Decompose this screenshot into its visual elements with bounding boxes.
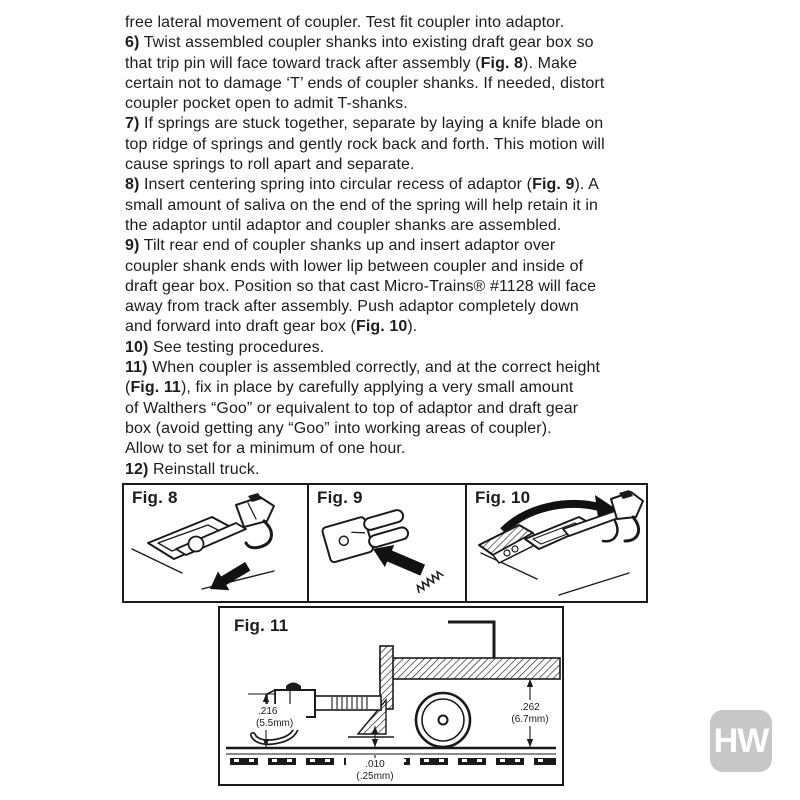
text-line: (Fig. 11), fix in place by carefully applying a very small amount	[125, 379, 574, 397]
text-line: 8) Insert centering spring into circular recess of adaptor (Fig. 9). A	[125, 176, 599, 194]
text-line: small amount of saliva on the end of the spring will help retain it in	[125, 196, 599, 214]
fig11-wheel	[416, 693, 470, 747]
text-line: free lateral movement of coupler. Test fit coupler into adaptor.	[125, 14, 565, 31]
text-line: away from track after assembly. Push adaptor completely down	[125, 298, 579, 316]
dim-trip-pin-clearance-mm: (.25mm)	[356, 771, 394, 782]
text-line: 9) Tilt rear end of coupler shanks up and insert adaptor over	[125, 237, 556, 255]
figure-panel-8	[122, 483, 309, 603]
text-line: coupler shank ends with lower lip between coupler and inside of	[125, 257, 584, 275]
fig11-rail	[226, 748, 556, 754]
text-line: coupler pocket open to admit T-shanks.	[125, 95, 408, 113]
text-line: and forward into draft gear box (Fig. 10).	[125, 318, 418, 336]
text-line: that trip pin will face toward track after assembly (Fig. 8). Make	[125, 54, 578, 72]
text-line: draft gear box. Position so that cast Micro-Trains® #1128 will face	[125, 277, 597, 295]
fig11-label: Fig. 11	[234, 616, 289, 635]
fig11-dim-body-height	[506, 679, 554, 747]
figure-panel-11	[218, 606, 564, 786]
instruction-text	[125, 13, 685, 480]
figure-row	[122, 483, 648, 603]
text-line: Allow to set for a minimum of one hour.	[125, 440, 406, 458]
text-line: box (avoid getting any “Goo” into working areas of coupler).	[125, 419, 552, 437]
dim-coupler-height-in: .216	[258, 706, 278, 717]
text-line: the adaptor until adaptor and coupler shanks are assembled.	[125, 216, 562, 234]
text-line: 7) If springs are stuck together, separate by laying a knife blade on	[125, 115, 604, 133]
text-line: cause springs to roll apart and separate.	[125, 156, 415, 174]
text-line: 6) Twist assembled coupler shanks into existing draft gear box so	[125, 34, 594, 52]
text-line: certain not to damage ‘T’ ends of coupler shanks. If needed, distort	[125, 74, 605, 92]
text-line: 12) Reinstall truck.	[125, 460, 260, 478]
text-line: top ridge of springs and gently rock back and forth. This motion will	[125, 135, 605, 153]
fig9-label: Fig. 9	[317, 488, 363, 507]
text-line: 10) See testing procedures.	[125, 338, 325, 356]
text-line: 11) When coupler is assembled correctly, and at the correct height	[125, 359, 600, 377]
dim-body-height-in: .262	[520, 702, 540, 713]
figure-panel-9	[307, 483, 467, 603]
text-line: of Walthers “Goo” or equivalent to top of adaptor and draft gear	[125, 399, 579, 417]
fig8-label: Fig. 8	[132, 488, 178, 507]
dim-body-height-mm: (6.7mm)	[511, 714, 549, 725]
figure-panel-10	[465, 483, 648, 603]
dim-trip-pin-clearance-in: .010	[365, 759, 385, 770]
dim-coupler-height-mm: (5.5mm)	[256, 718, 294, 729]
hw-watermark-badge: HW	[710, 710, 772, 772]
fig10-label: Fig. 10	[475, 488, 531, 507]
